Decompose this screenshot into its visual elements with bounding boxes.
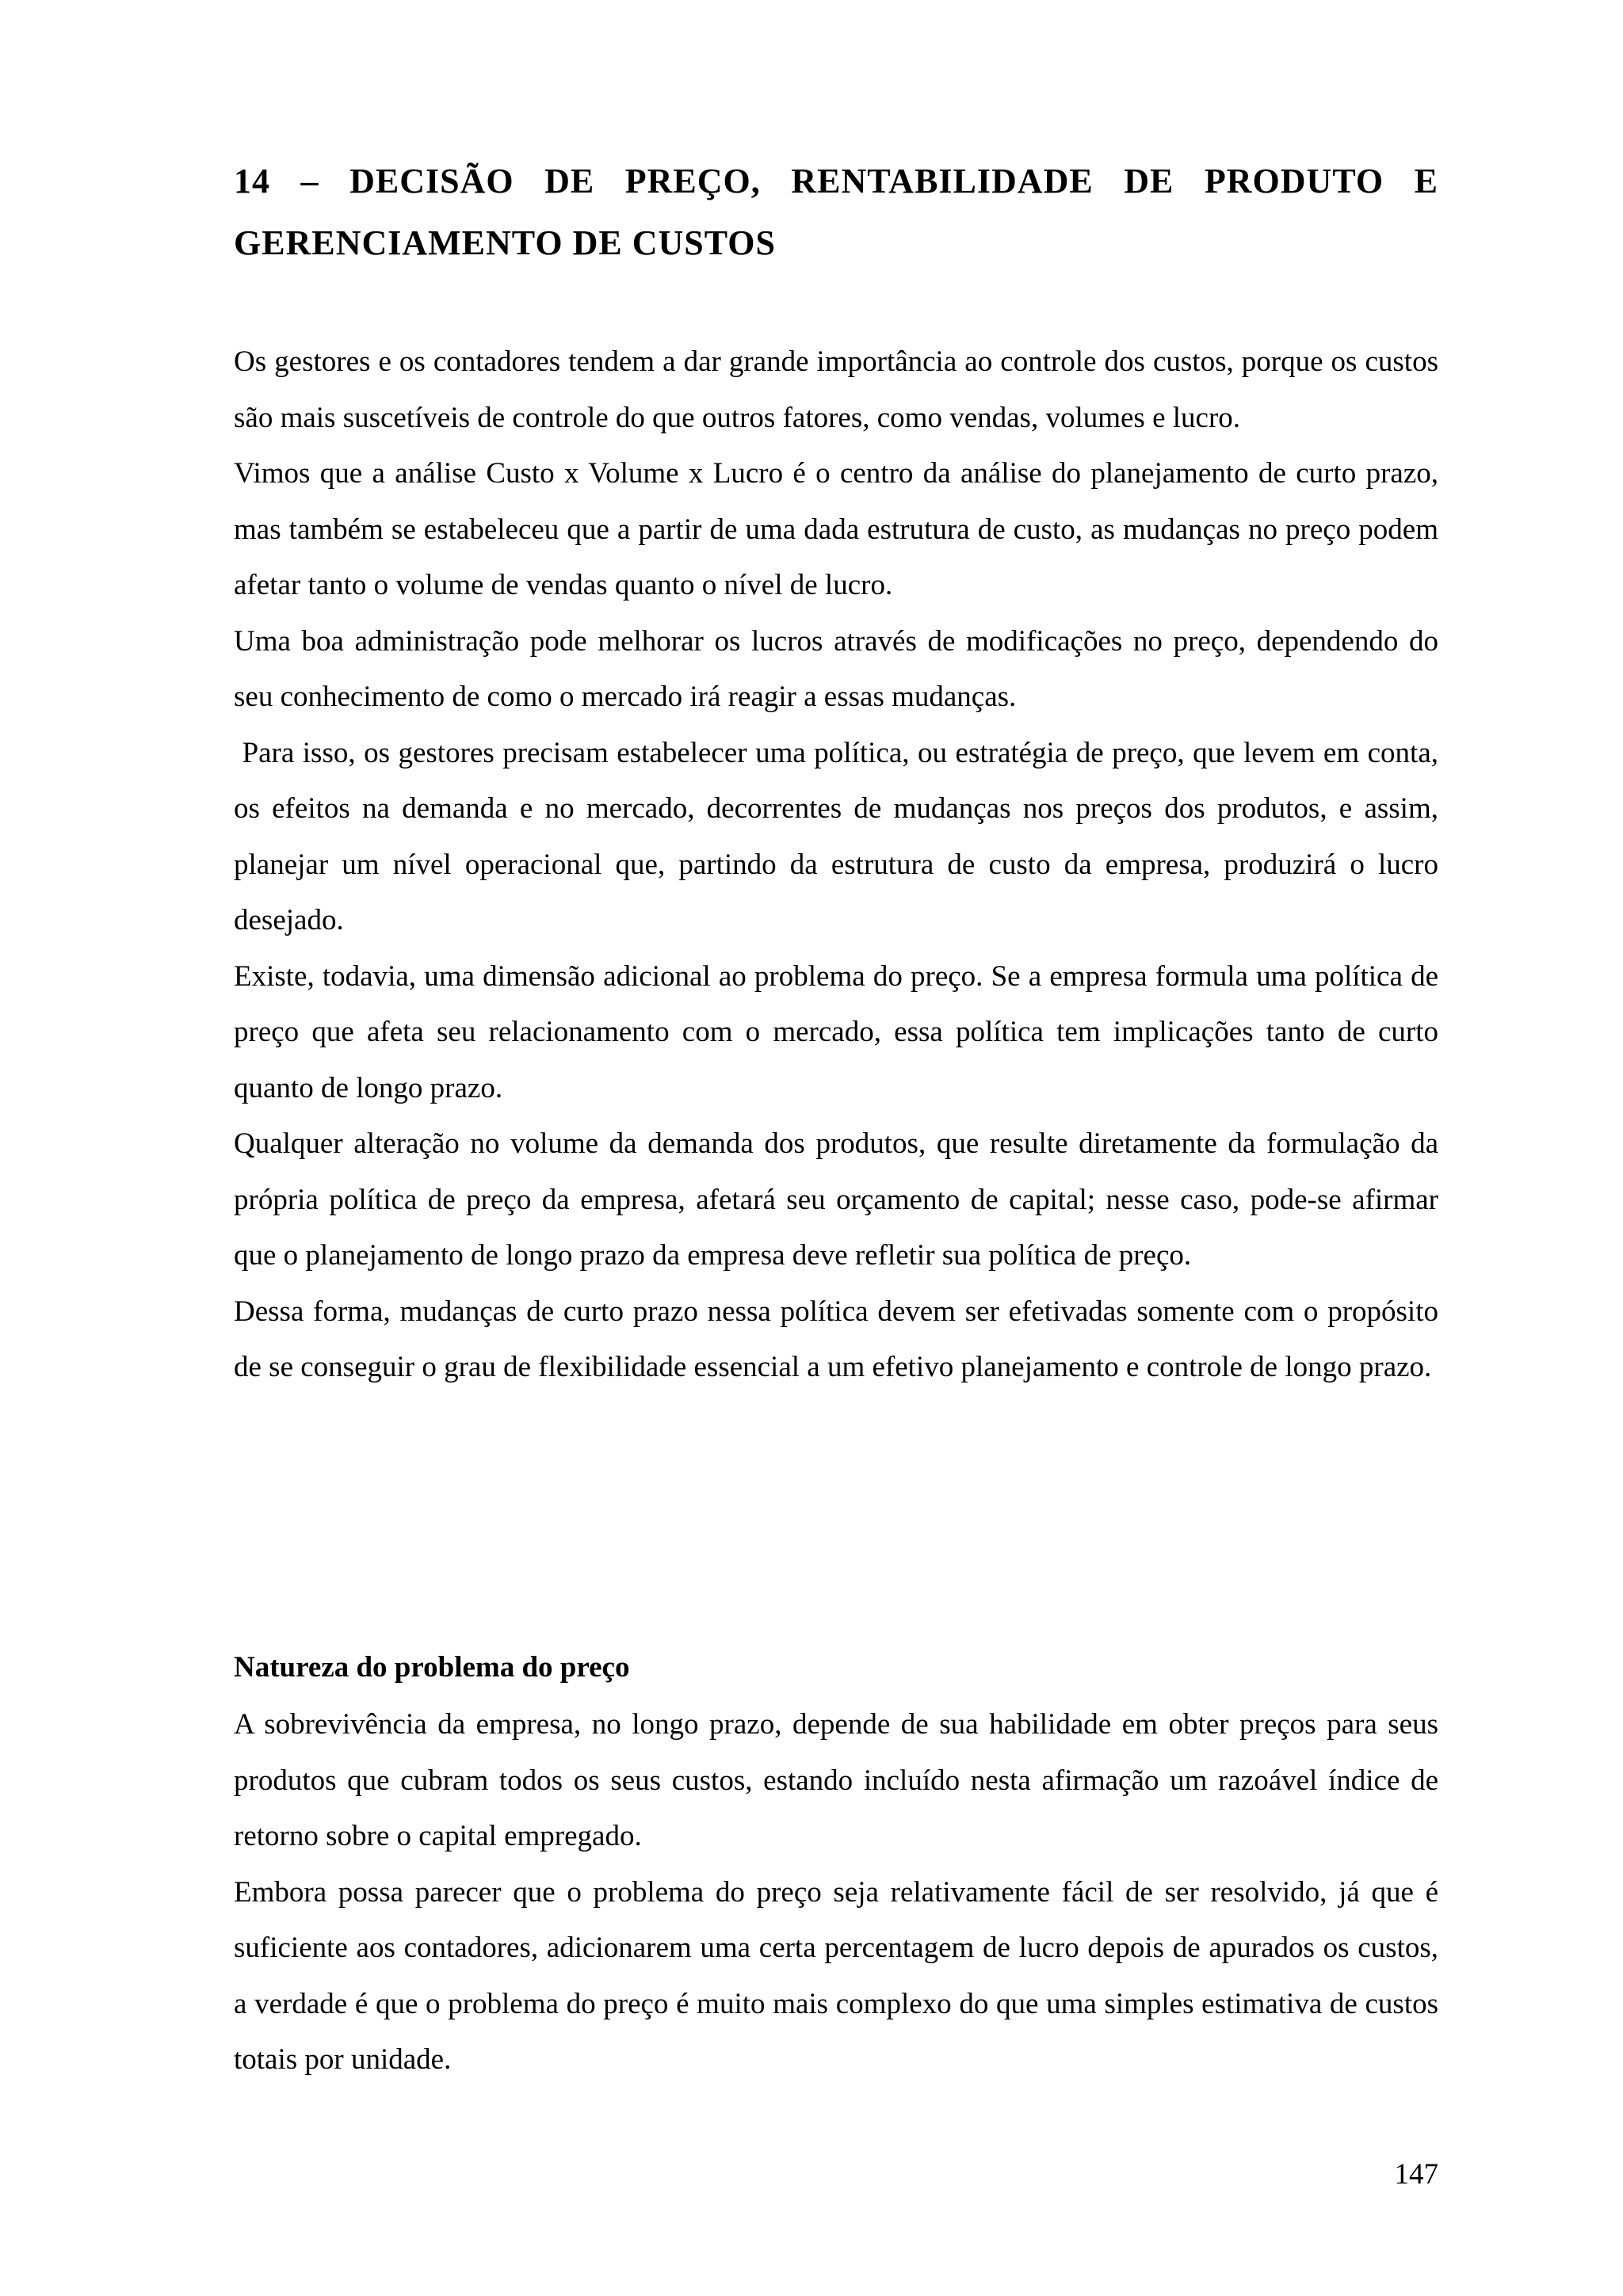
paragraph: Vimos que a análise Custo x Volume x Lucro é o centro da análise do planejamento de curto prazo, mas também se estabeleceu que a partir de uma dada estrutura de custo, as mudanças no preço podem afetar tanto o volume de vendas quanto o nível de lucro.	[234, 457, 1438, 601]
paragraph: Uma boa administração pode melhorar os lucros através de modificações no preço, dependendo do seu conhecimento de como o mercado irá reagir a essas mudanças.	[234, 624, 1438, 713]
paragraph: A sobrevivência da empresa, no longo prazo, depende de sua habilidade em obter preços para seus produtos que cubram todos os seus custos, estando incluído nesta afirmação um razoável índice de retorno sobre o capital empregado.	[234, 1708, 1438, 1852]
section-text	[234, 1697, 1438, 2088]
paragraph: Dessa forma, mudanças de curto prazo nessa política devem ser efetivadas somente com o propósito de se conseguir o grau de flexibilidade essencial a um efetivo planejamento e controle de longo prazo.	[234, 1295, 1438, 1383]
body-text	[234, 334, 1446, 1396]
chapter-title: 14 – DECISÃO DE PREÇO, RENTABILIDADE DE PRODUTO E GERENCIAMENTO DE CUSTOS	[234, 162, 1438, 262]
paragraph: Existe, todavia, uma dimensão adicional ao problema do preço. Se a empresa formula uma política de preço que afeta seu relacionamento com o mercado, essa política tem implicações tanto de curto quanto de longo prazo.	[234, 959, 1438, 1104]
paragraph: Qualquer alteração no volume da demanda dos produtos, que resulte diretamente da formulação da própria política de preço da empresa, afetará seu orçamento de capital; nesse caso, pode-se afirmar que o planejamento de longo prazo da empresa deve refletir sua política de preço.	[234, 1127, 1438, 1272]
page-number: 147	[1394, 2158, 1438, 2191]
paragraph: Os gestores e os contadores tendem a dar grande importância ao controle dos custos, porque os custos são mais suscetíveis de controle do que outros fatores, como vendas, volumes e lucro.	[234, 345, 1438, 434]
section-heading: Natureza do problema do preço	[234, 1651, 630, 1684]
paragraph: Embora possa parecer que o problema do preço seja relativamente fácil de ser resolvido, já que é suficiente aos contadores, adicionarem uma certa percentagem de lucro depois de apurados os custos, a verdade é que o problema do preço é muito mais complexo do que uma simples estimativa de custos totais por unidade.	[234, 1875, 1438, 2076]
paragraph: Para isso, os gestores precisam estabelecer uma política, ou estratégia de preço, que levem em conta, os efeitos na demanda e no mercado, decorrentes de mudanças nos preços dos produtos, e assim, planejar um nível operacional que, partindo da estrutura de custo da empresa, produzirá o lucro desejado.	[234, 736, 1446, 936]
